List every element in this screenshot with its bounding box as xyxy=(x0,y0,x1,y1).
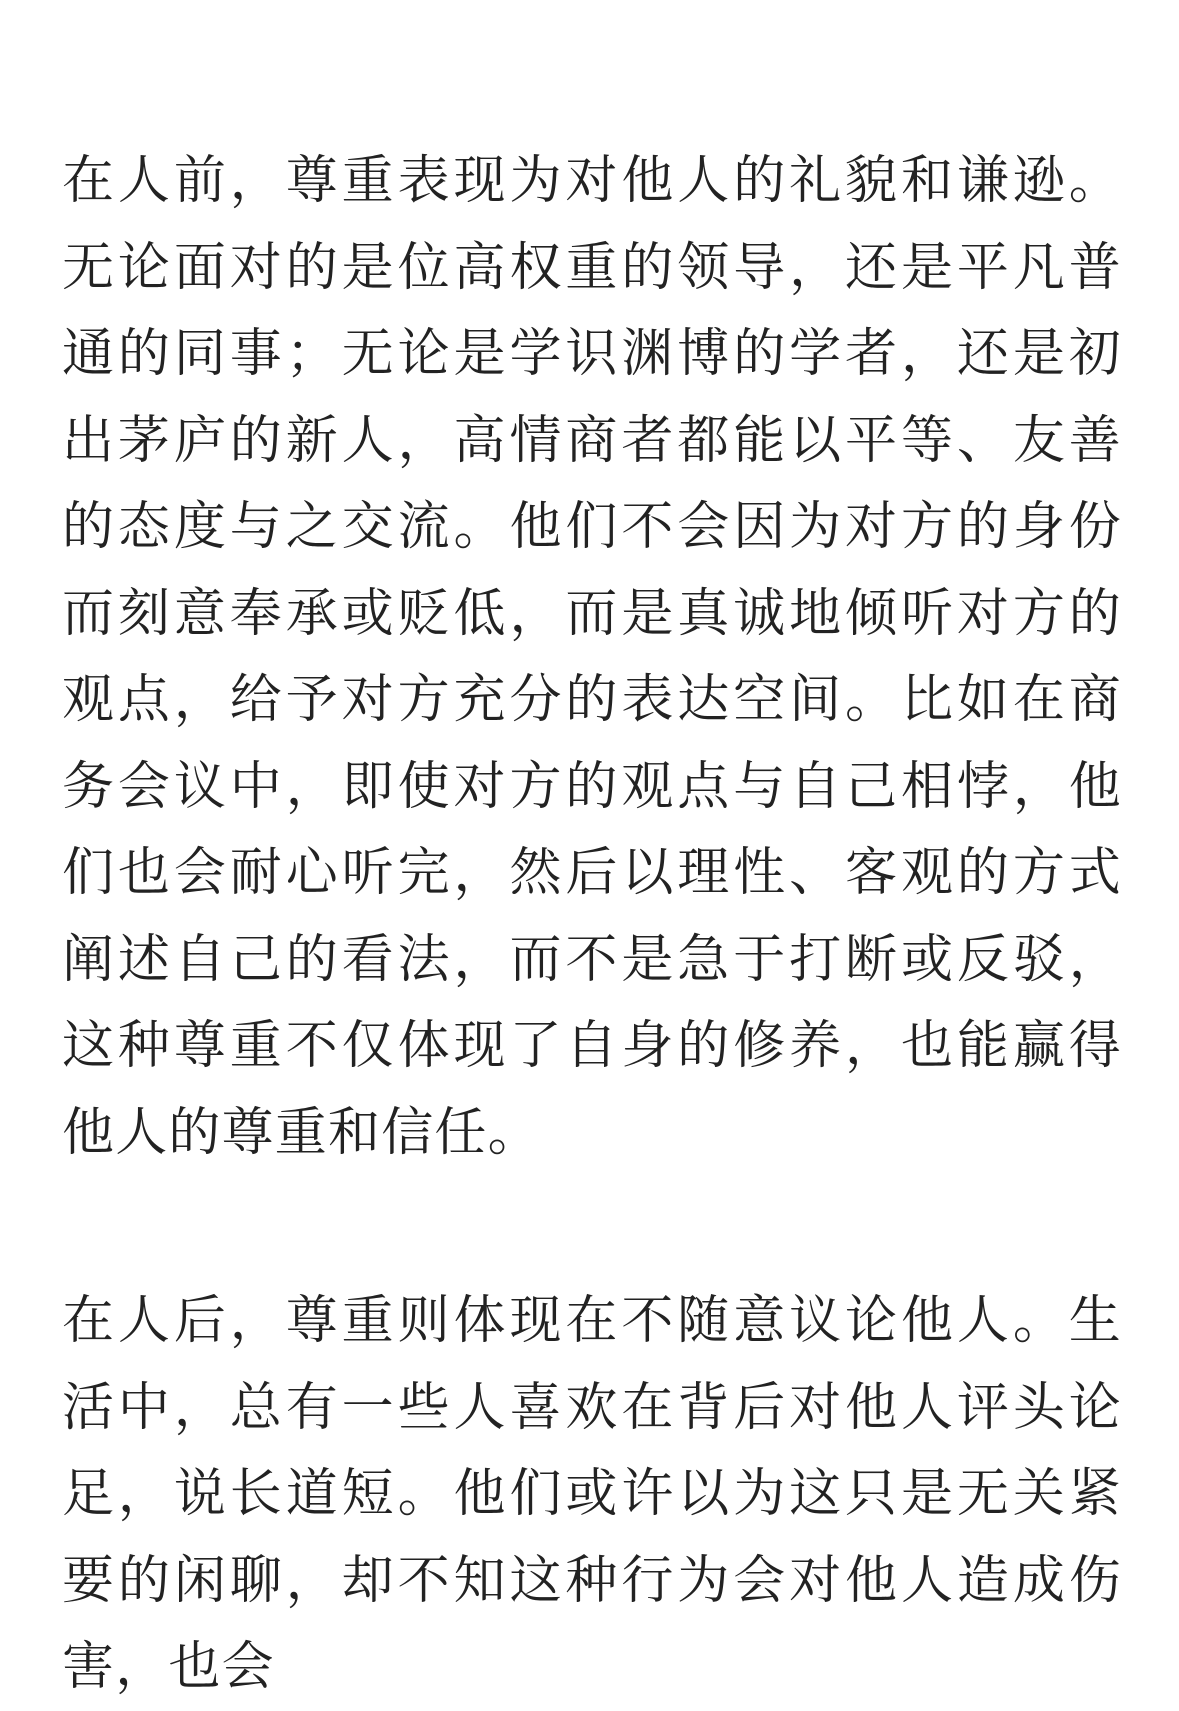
paragraph-respect-behind: 在人后，尊重则体现在不随意议论他人。生活中，总有一些人喜欢在背后对他人评头论足，说长道短。他们或许以为这只是无关紧要的闲聊，却不知这种行为会对他人造成伤害，也会 xyxy=(62,1291,1122,1697)
paragraph-respect-in-front: 在人前，尊重表现为对他人的礼貌和谦逊。无论面对的是位高权重的领导，还是平凡普通的同事；无论是学识渊博的学者，还是初出茅庐的新人，高情商者都能以平等、友善的态度与之交流。他们不会因为对方的身份而刻意奉承或贬低，而是真诚地倾听对方的观点，给予对方充分的表达空间。比如在商务会议中，即使对方的观点与自己相悖，他们也会耐心听完，然后以理性、客观的方式阐述自己的看法，而不是急于打断或反驳，这种尊重不仅体现了自身的修养，也能赢得他人的尊重和信任。 xyxy=(62,151,1122,1163)
article-body xyxy=(62,138,1122,1711)
